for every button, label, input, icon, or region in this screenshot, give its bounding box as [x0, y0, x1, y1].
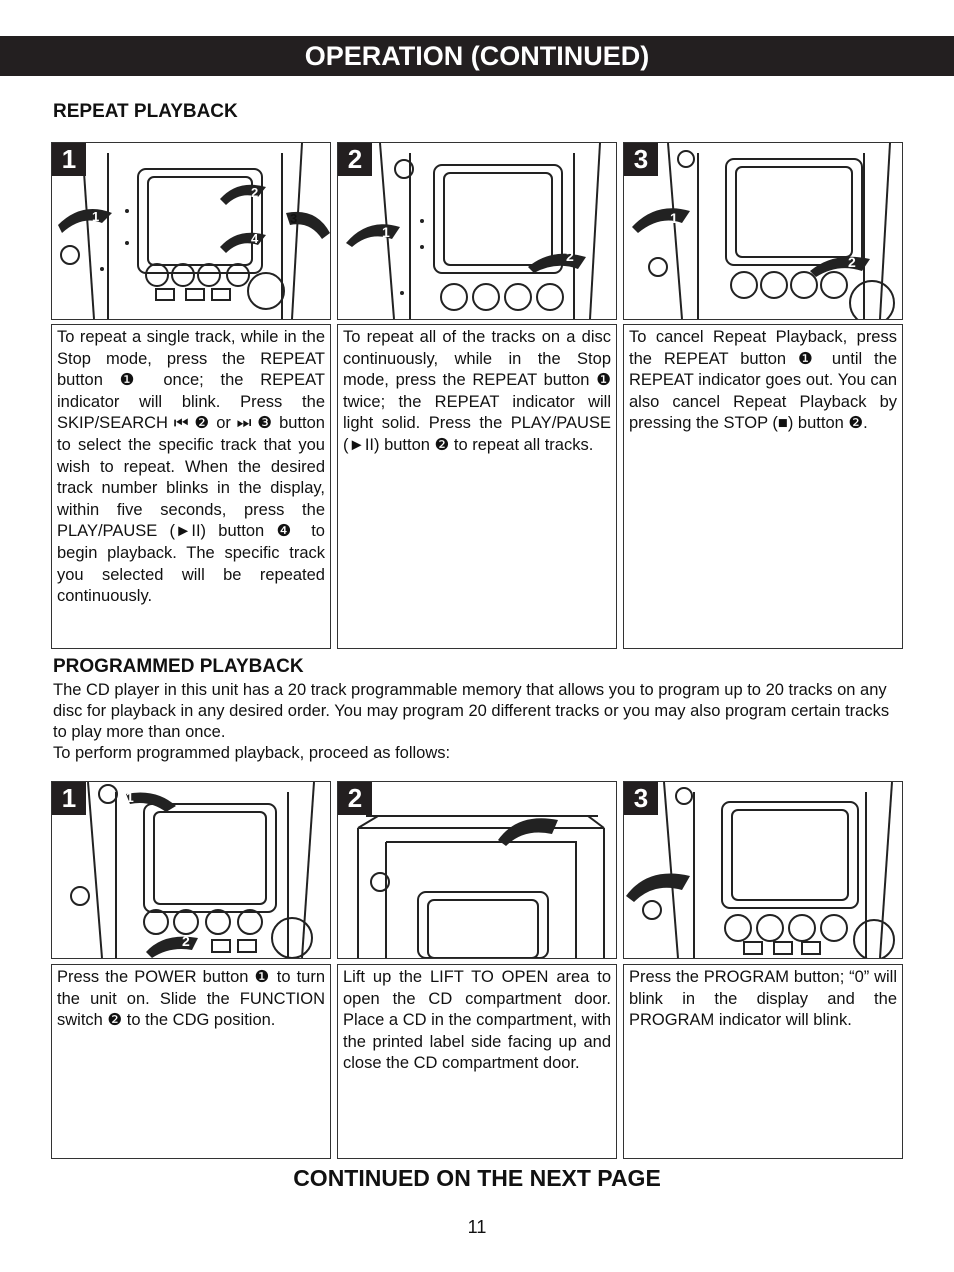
callout-2: 2 — [182, 933, 190, 949]
program-step-3-text: Press the PROGRAM button; “0” will blink in the display and the PROGRAM indicator will blink. — [623, 964, 903, 1159]
page-title: OPERATION (CONTINUED) — [0, 36, 954, 76]
programmed-heading: PROGRAMMED PLAYBACK — [53, 656, 304, 677]
repeat-step-1-text: To repeat a single track, while in the Stop mode, press the REPEAT button ❶ once; the REPEAT indicator will blink. Press the SKIP/SEARCH ⏮ ❷ or ⏭ ❸ button to select the specific track that you wish to repeat. When the desired track number blinks in the display, within five seconds, press the PLAY/PAUSE (►II) button ❹ to begin playback. The specific track you selected will be repeated continuously. — [51, 324, 331, 649]
callout-3: 3 — [290, 211, 298, 226]
program-step-3-illustration — [623, 781, 903, 959]
intro-instruction: To perform programmed playback, proceed as follows: — [53, 744, 451, 762]
repeat-step-1-illustration — [51, 142, 331, 320]
program-step-2-text: Lift up the LIFT TO OPEN area to open the CD compartment door. Place a CD in the compartment, with the printed label side facing up and close the CD compartment door. — [337, 964, 617, 1159]
program-step-1-text: Press the POWER button ❶ to turn the unit on. Slide the FUNCTION switch ❷ to the CDG position. — [51, 964, 331, 1159]
page-number: 11 — [467, 1217, 487, 1237]
repeat-step-2-illustration — [337, 142, 617, 320]
step-number: 3 — [624, 782, 658, 815]
intro-paragraph: The CD player in this unit has a 20 track programmable memory that allows you to program up to 20 tracks on any disc for playback in any desired order. You may program 20 different tracks or you may also program certain tracks to play more than once. — [53, 681, 890, 741]
callout-2: 2 — [566, 248, 574, 264]
step-number: 1 — [52, 782, 86, 815]
step-number: 3 — [624, 143, 658, 176]
callout-1: 1 — [92, 209, 100, 224]
callout-2: 2 — [251, 185, 259, 200]
step-number: 2 — [338, 143, 372, 176]
repeat-step-3-illustration — [623, 142, 903, 320]
callout-1: 1 — [670, 210, 678, 226]
repeat-step-3-text: To cancel Repeat Playback, press the REPEAT button ❶ until the REPEAT indicator goes out. You can also cancel Repeat Playback by pressing the STOP (■) button ❷. — [623, 324, 903, 649]
step-number: 1 — [52, 143, 86, 176]
callout-2: 2 — [848, 254, 856, 270]
program-step-2-illustration — [337, 781, 617, 959]
repeat-heading: REPEAT PLAYBACK — [53, 101, 238, 122]
callout-1: 1 — [126, 789, 134, 805]
step-number: 2 — [338, 782, 372, 815]
continued-notice: CONTINUED ON THE NEXT PAGE — [293, 1165, 661, 1191]
callout-1: 1 — [382, 224, 390, 240]
program-step-1-illustration — [51, 781, 331, 959]
callout-4: 4 — [251, 231, 259, 246]
programmed-intro — [53, 680, 905, 764]
repeat-step-2-text: To repeat all of the tracks on a disc continuously, while in the Stop mode, press the REPEAT button ❶ twice; the REPEAT indicator will light solid. Press the PLAY/PAUSE (►II) button ❷ to repeat all tracks. — [337, 324, 617, 649]
